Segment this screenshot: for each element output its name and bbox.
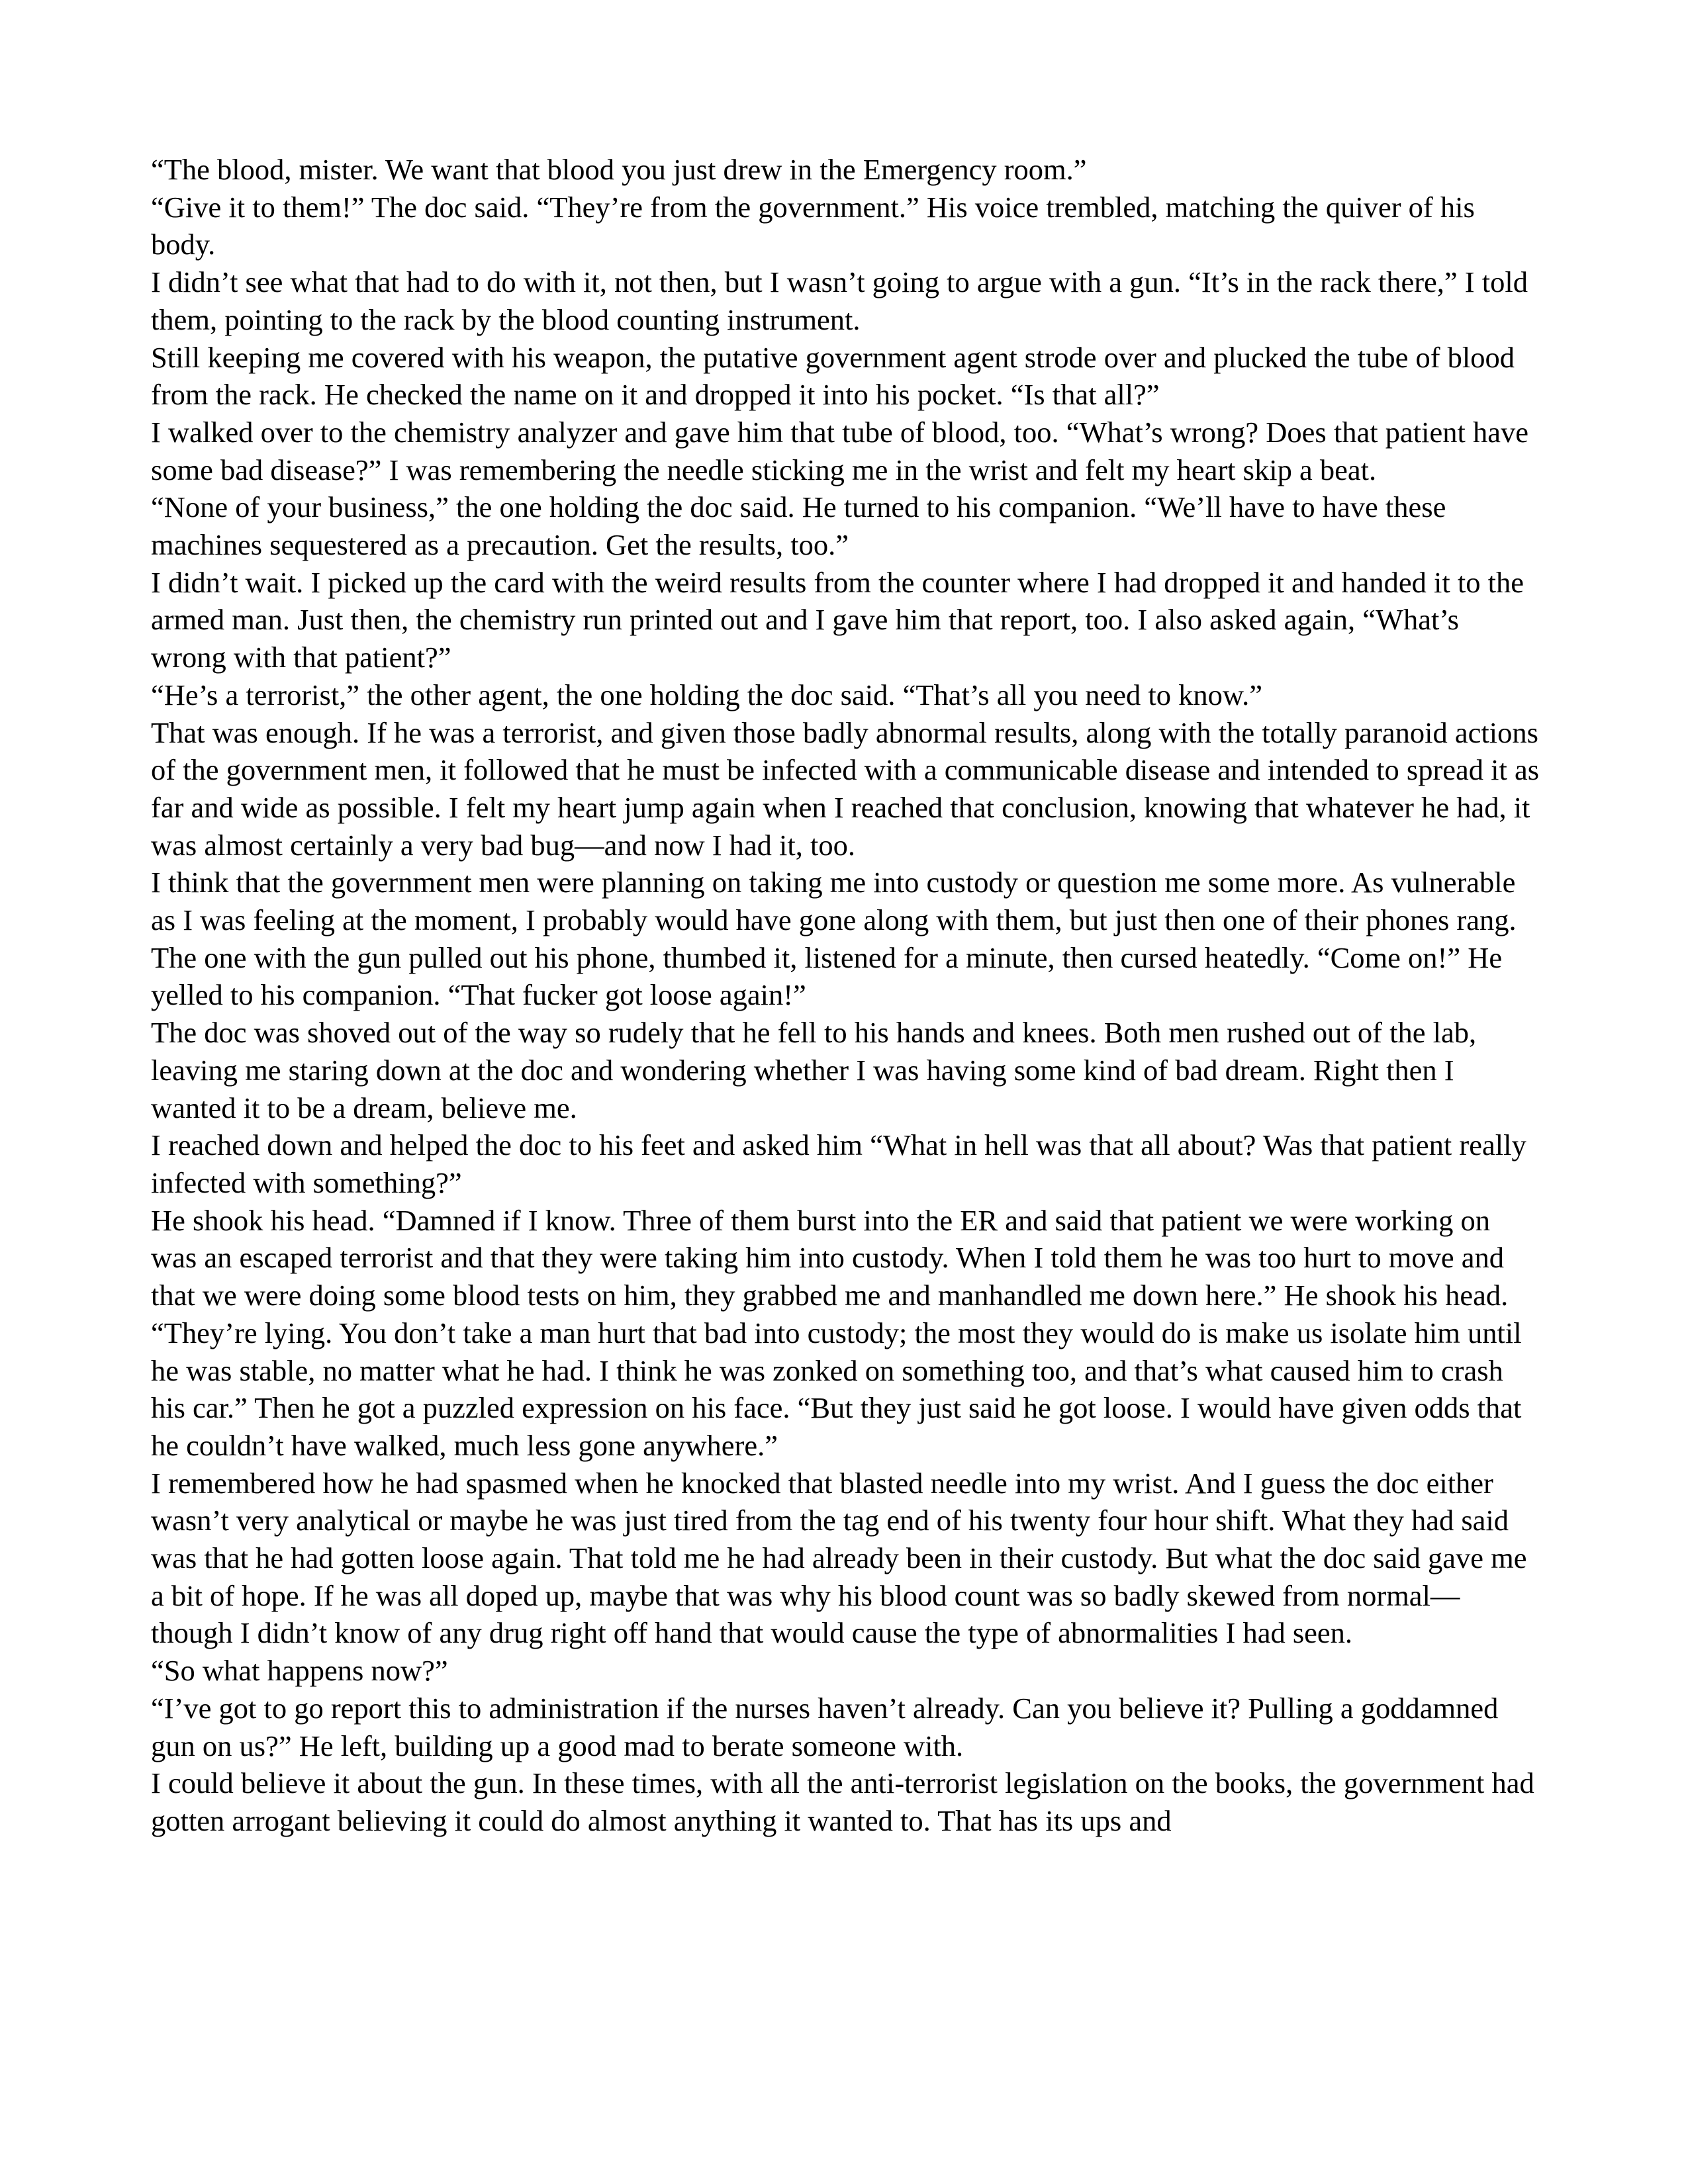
paragraph-14: I remembered how he had spasmed when he knocked that blasted needle into my wrist. And I guess the doc either wasn’t very analytical or maybe he was just tired from the tag end of his twenty four hour shift. What they had said was that he had gotten loose again. That told me he had already been in their custody. But what the doc said gave me a bit of hope. If he was all doped up, maybe that was why his blood count was so badly skewed from normal—though I didn’t know of any drug right off hand that would cause the type of abnormalities I had seen. <box>151 1466 1527 1650</box>
paragraph-10: I think that the government men were planning on taking me into custody or question me some more. As vulnerable as I was feeling at the moment, I probably would have gone along with them, but just then one of their phones rang. The one with the gun pulled out his phone, thumbed it, listened for a minute, then cursed heatedly. “Come on!” He yelled to his companion. “That fucker got loose again!” <box>151 866 1517 1012</box>
paragraph-2: “Give it to them!” The doc said. “They’re from the government.” His voice trembled, matching the quiver of his body. <box>151 190 1475 261</box>
paragraph-13: He shook his head. “Damned if I know. Three of them burst into the ER and said that patient we were working on was an escaped terrorist and that they were taking him into custody. When I told them he was too hurt to move and that we were doing some blood tests on him, they grabbed me and manhandled me down here.” He shook his head. “They’re lying. You don’t take a man hurt that bad into custody; the most they would do is make us isolate him until he was stable, no matter what he had. I think he was zonked on something too, and that’s what caused him to crash his car.” Then he got a puzzled expression on his face. “But they just said he got loose. I would have given odds that he couldn’t have walked, much less gone anywhere.” <box>151 1203 1522 1462</box>
paragraph-7: I didn’t wait. I picked up the card with the weird results from the counter where I had dropped it and handed it to the armed man. Just then, the chemistry run printed out and I gave him that report, too. I also asked again, “What’s wrong with that patient?” <box>151 565 1524 674</box>
paragraph-1: “The blood, mister. We want that blood you just drew in the Emergency room.” <box>151 153 1087 186</box>
paragraph-8: “He’s a terrorist,” the other agent, the one holding the doc said. “That’s all you need to know.” <box>151 678 1262 711</box>
paragraph-15: “So what happens now?” <box>151 1654 448 1688</box>
paragraph-11: The doc was shoved out of the way so rudely that he fell to his hands and knees. Both men rushed out of the lab, leaving me staring down at the doc and wondering whether I was having some kind of bad dream. Right then I wanted it to be a dream, believe me. <box>151 1016 1477 1124</box>
paragraph-12: I reached down and helped the doc to his feet and asked him “What in hell was that all about? Was that patient really infected with something?” <box>151 1128 1526 1199</box>
paragraph-17: I could believe it about the gun. In these times, with all the anti-terrorist legislation on the books, the government had gotten arrogant believing it could do almost anything it wanted to. That has its ups and <box>151 1766 1534 1837</box>
paragraph-3: I didn’t see what that had to do with it, not then, but I wasn’t going to argue with a gun. “It’s in the rack there,” I told them, pointing to the rack by the blood counting instrument. <box>151 265 1528 336</box>
paragraph-16: “I’ve got to go report this to administration if the nurses haven’t already. Can you believe it? Pulling a goddamned gun on us?” He left, building up a good mad to berate someone with. <box>151 1691 1499 1762</box>
document-page <box>151 151 1541 1840</box>
paragraph-9: That was enough. If he was a terrorist, and given those badly abnormal results, along with the totally paranoid actions of the government men, it followed that he must be infected with a communicable disease and intended to spread it as far and wide as possible. I felt my heart jump again when I reached that conclusion, knowing that whatever he had, it was almost certainly a very bad bug—and now I had it, too. <box>151 715 1540 862</box>
paragraph-6: “None of your business,” the one holding the doc said. He turned to his companion. “We’ll have to have these machines sequestered as a precaution. Get the results, too.” <box>151 490 1446 562</box>
paragraph-4: Still keeping me covered with his weapon, the putative government agent strode over and plucked the tube of blood from the rack. He checked the name on it and dropped it into his pocket. “Is that all?” <box>151 340 1515 412</box>
paragraph-5: I walked over to the chemistry analyzer and gave him that tube of blood, too. “What’s wrong? Does that patient have some bad disease?” I was remembering the needle sticking me in the wrist and felt my heart skip a beat. <box>151 415 1528 486</box>
